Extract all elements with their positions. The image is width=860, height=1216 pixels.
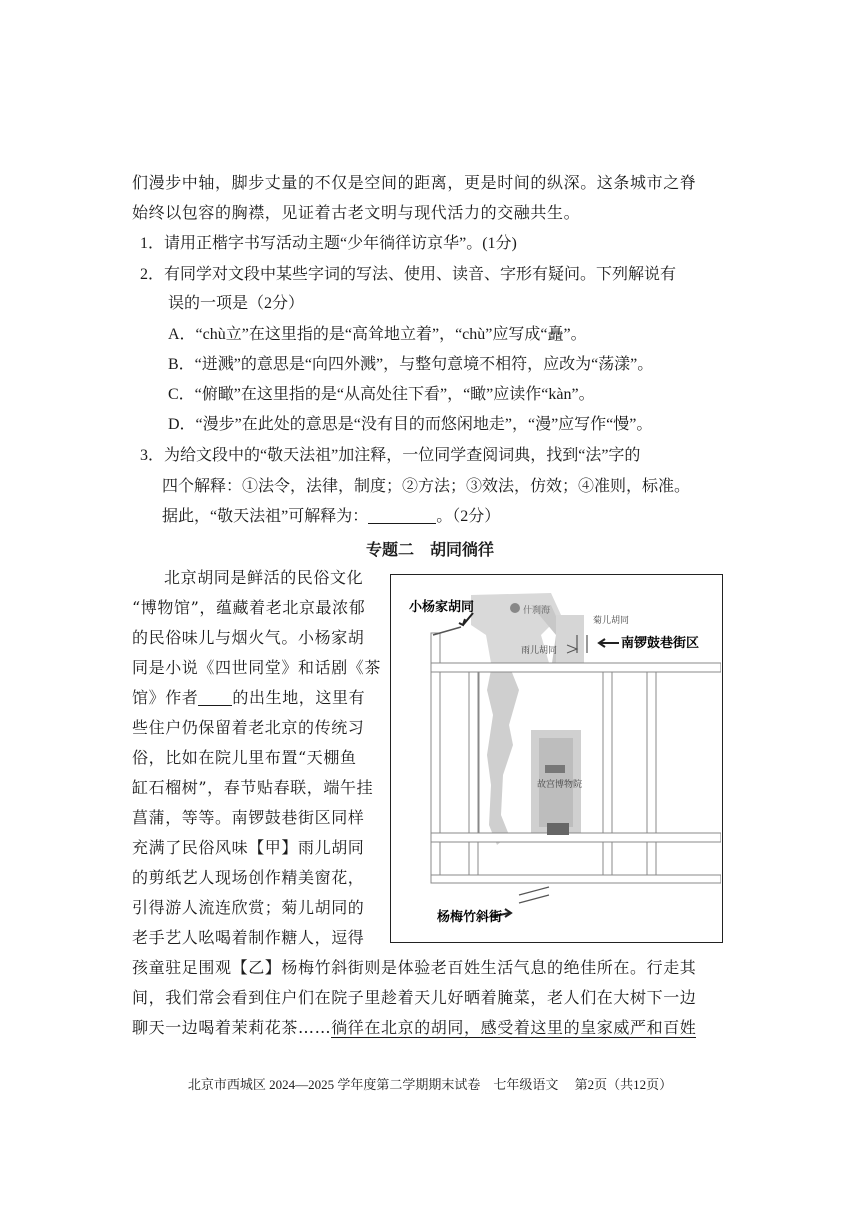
- yangmeizhu-lines: [519, 887, 549, 903]
- passage-text: 缸石榴树”，春节贴春联，端午挂: [132, 778, 374, 797]
- passage-line: [132, 597, 365, 619]
- label-shichahai: 什刹海: [523, 606, 551, 616]
- passage-line: [132, 777, 373, 799]
- question-number: 2．: [140, 266, 165, 283]
- option-b: [168, 354, 653, 376]
- label-yuer: 雨儿胡同: [521, 646, 558, 656]
- road-east: [603, 667, 612, 883]
- question-text: 四个解释：①法令，法律，制度；②方法；③效法，仿效；④准则，标准。: [162, 478, 691, 495]
- passage-line: [132, 807, 364, 829]
- section-title: 专题二 胡同徜徉: [365, 540, 494, 559]
- label-juer: 菊儿胡同: [593, 616, 630, 626]
- option-d: [168, 414, 652, 436]
- passage-text: 的民俗味儿与烟火气。小杨家胡: [132, 628, 365, 647]
- xiaoyangjia-line: [433, 627, 461, 635]
- passage-line: [132, 867, 364, 889]
- intro-line-1: [132, 172, 696, 194]
- passage-text: 孩童驻足围观【乙】杨梅竹斜街则是体验老百姓生活气息的绝佳所在。行走其: [132, 958, 697, 977]
- question-text: 据此，“敬天法祖”可解释为：: [162, 508, 369, 525]
- question-3-line-2: [162, 476, 690, 498]
- intro-text-1: 们漫步中轴，脚步丈量的不仅是空间的距离，更是时间的纵深。这条城市之脊: [132, 173, 697, 192]
- answer-blank[interactable]: [368, 507, 436, 524]
- passage-line: [132, 627, 364, 649]
- option-c: [168, 384, 595, 406]
- passage-line: [132, 987, 696, 1009]
- passage-text: 同是小说《四世同堂》和话剧《茶: [132, 658, 382, 677]
- passage-text: 间，我们常会看到住户们在院子里趁着天儿好晒着腌菜，老人们在大树下一边: [132, 988, 697, 1007]
- intro-line-2: [132, 202, 580, 224]
- passage-line: [164, 567, 363, 589]
- passage-text: 俗，比如在院儿里布置“天棚鱼: [132, 748, 357, 767]
- beihai-area: [487, 670, 519, 845]
- label-nanluogu: 南锣鼓巷街区: [621, 636, 700, 651]
- question-text: 误的一项是（2分）: [168, 295, 305, 312]
- question-text: 有同学对文段中某些字词的写法、使用、读音、字形有疑问。下列解说有: [164, 266, 677, 283]
- passage-line: [132, 1017, 696, 1039]
- passage-text: 的出生地，这里有: [232, 688, 366, 707]
- location-pin-icon: [510, 603, 520, 613]
- passage-text: “博物馆”，蕴藏着老北京最浓郁: [132, 598, 366, 617]
- road-north: [431, 663, 721, 672]
- road-west-2: [469, 663, 478, 883]
- nanluogu-block: [556, 615, 584, 663]
- passage-line: [132, 657, 381, 679]
- map-drawing: [391, 575, 721, 941]
- option-text: D．“漫步”在此处的意思是“没有目的而悠闲地走”，“漫”应写作“慢”。: [168, 416, 653, 433]
- road-south: [431, 833, 721, 842]
- label-xiaoyangjia: 小杨家胡同: [409, 600, 475, 615]
- passage-text: 老手艺人吆喝着制作糖人，逗得: [132, 928, 365, 947]
- passage-text: 菖蒲，等等。南锣鼓巷街区同样: [132, 808, 365, 827]
- passage-text: 些住户仍保留着老北京的传统习: [132, 718, 365, 737]
- question-2-line-1: [140, 264, 676, 286]
- passage-text: 的剪纸艺人现场创作精美窗花，: [132, 868, 365, 887]
- passage-text: 馆》作者: [132, 688, 199, 707]
- palace-icon: [545, 765, 565, 773]
- question-3-line-3: [162, 506, 500, 528]
- option-a: [168, 324, 587, 346]
- option-text: A．“chù立”在这里指的是“高耸地立着”，“chù”应写成“矗”。: [168, 326, 587, 343]
- road-south-2: [431, 875, 721, 883]
- label-gugong: 故宫博物院: [537, 780, 583, 790]
- passage-line: [132, 687, 365, 709]
- passage-line: [132, 927, 364, 949]
- passage-line: [132, 957, 696, 979]
- question-3-line-1: [140, 445, 640, 467]
- intro-text-2: 始终以包容的胸襟，见证着古老文明与现代活力的交融共生。: [132, 203, 581, 222]
- option-text: C．“俯瞰”在这里指的是“从高处往下看”，“瞰”应读作“kàn”。: [168, 386, 595, 403]
- passage-line: [132, 837, 364, 859]
- question-text: 为给文段中的“敬天法祖”加注释，一位同学查阅词典，找到“法”字的: [164, 447, 641, 464]
- passage-text: 充满了民俗风味【甲】雨儿胡同: [132, 838, 365, 857]
- answer-blank[interactable]: [198, 689, 232, 706]
- question-2-line-2: [168, 293, 304, 315]
- passage-line: [132, 717, 364, 739]
- question-1: [140, 233, 517, 255]
- passage-text: 引得游人流连欣赏；菊儿胡同的: [132, 898, 365, 917]
- passage-text: 北京胡同是鲜活的民俗文化: [164, 568, 364, 587]
- passage-line: [132, 897, 364, 919]
- question-text: 请用正楷字书写活动主题“少年徜徉访京华”。(1分): [164, 235, 517, 252]
- page-footer: 北京市西城区 2024—2025 学年度第二学期期末试卷 七年级语文 第2页（共12页）: [187, 1077, 673, 1092]
- label-yangmeizhu: 杨梅竹斜街: [437, 910, 503, 925]
- arrow-head-icon: [459, 619, 465, 625]
- passage-text: 聊天一边喝着茉莉花茶……: [132, 1018, 332, 1037]
- tiananmen-icon: [547, 823, 569, 835]
- question-text: 。（2分）: [436, 508, 501, 525]
- underlined-sentence: 徜徉在北京的胡同，感受着这里的皇家威严和百姓: [331, 1018, 697, 1037]
- question-number: 1．: [140, 235, 165, 252]
- passage-line: [132, 747, 357, 769]
- hutong-map: [390, 574, 723, 943]
- question-number: 3．: [140, 447, 165, 464]
- option-text: B．“迸溅”的意思是“向四外溅”，与整句意境不相符，应改为“荡漾”。: [168, 356, 654, 373]
- road-east-2: [647, 667, 656, 883]
